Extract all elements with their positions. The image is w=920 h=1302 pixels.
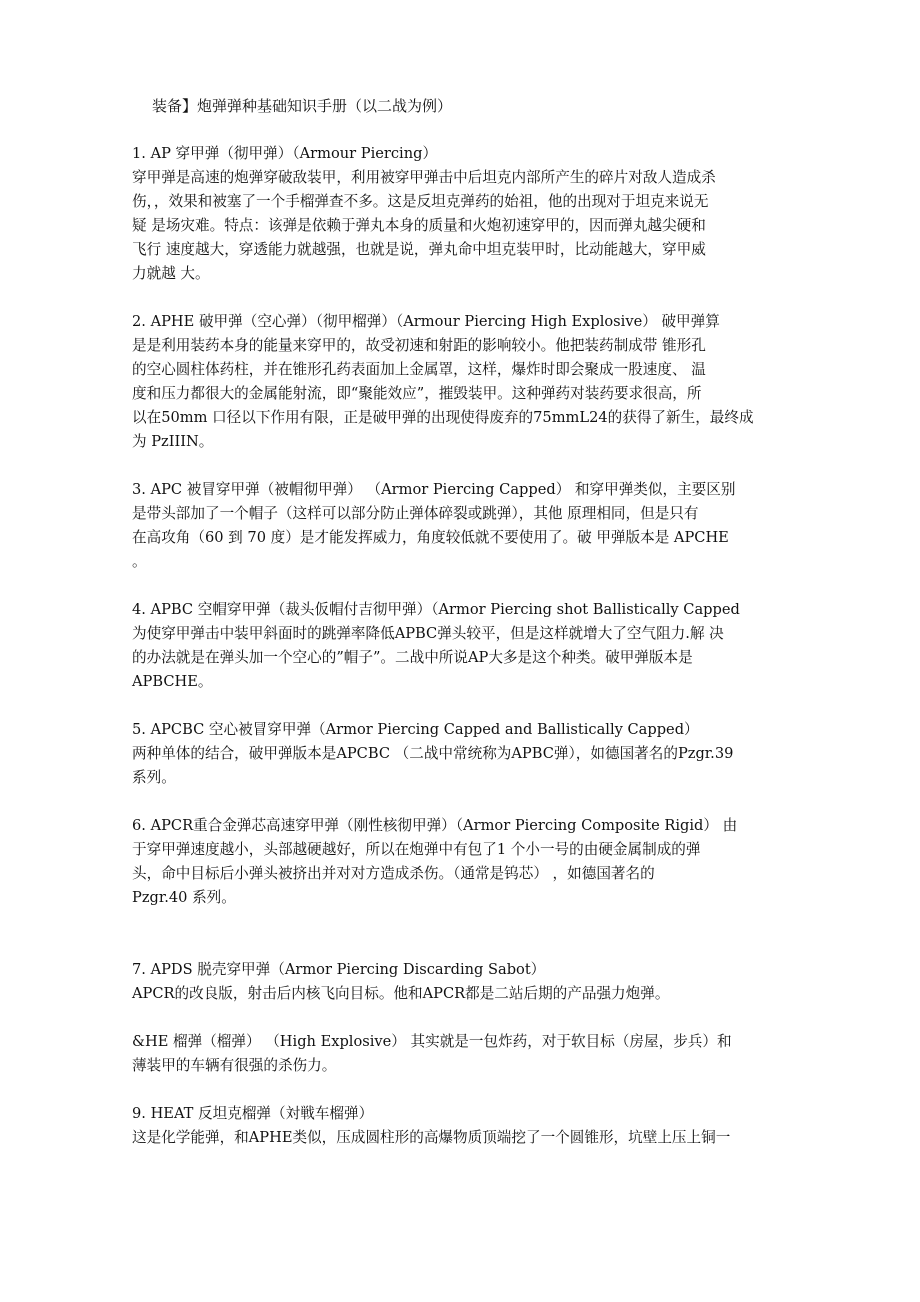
body-line: 以在50mm 口径以下作用有限，正是破甲弹的出现使得废弃的75mmL24的获得了新生，最终成 (132, 409, 754, 426)
body-line: 在高攻角（60 到 70 度）是才能发挥威力，角度较低就不要使用了。破 甲弹版本是 APCHE (132, 529, 729, 546)
section-aphe (132, 310, 796, 454)
section-heading: 5. APCBC 空心被冒穿甲弹（Armor Piercing Capped and Ballistically Capped） (132, 721, 699, 738)
body-line: 伤，，效果和被塞了一个手榴弹查不多。这是反坦克弹药的始祖，他的出现对于坦克来说无 (132, 193, 709, 210)
section-ap (132, 142, 796, 286)
section-heading: 9. HEAT 反坦克榴弹（対戦车榴弹） (132, 1105, 374, 1122)
body-line: 力就越 大。 (132, 265, 210, 282)
section-he (132, 1030, 796, 1078)
body-line: 。 (132, 553, 147, 570)
section-apds (132, 958, 796, 1006)
section-heat (132, 1102, 796, 1150)
body-line: Pzgr.40 系列。 (132, 889, 236, 906)
document-title: 装备】炮弹弹种基础知识手册（以二战为例） (152, 97, 453, 115)
body-line: 穿甲弹是高速的炮弹穿破敌装甲，利用被穿甲弹击中后坦克内部所产生的碎片对敌人造成杀 (132, 169, 716, 186)
section-heading: &HE 榴弹（榴弹） （High Explosive） 其实就是一包炸药，对于软目标（房屋，步兵）和 (132, 1033, 732, 1050)
section-heading: 6. APCR重合金弹芯高速穿甲弹（刚性核彻甲弹）（Armor Piercing Composite Rigid） 由 (132, 817, 738, 834)
body-line: 的办法就是在弹头加一个空心的”帽子”。二战中所说AP大多是这个种类。破甲弹版本是 (132, 649, 693, 666)
body-line: 于穿甲弹速度越小，头部越硬越好，所以在炮弹中有包了1 个小一号的由硬金属制成的弹 (132, 841, 701, 858)
section-apc (132, 478, 796, 574)
section-apcbc (132, 718, 796, 790)
body-line: 的空心圆柱体药柱，并在锥形孔药表面加上金属罩，这样，爆炸时即会聚成一股速度、 温 (132, 361, 706, 378)
body-line: 飞行 速度越大，穿透能力就越强，也就是说，弹丸命中坦克装甲时，比动能越大，穿甲威 (132, 241, 706, 258)
section-heading: 2. APHE 破甲弹（空心弹）（彻甲榴弹）（Armour Piercing High Explosive） 破甲弹算 (132, 313, 720, 330)
body-line: APCR的改良版，射击后内核飞向目标。他和APCR都是二站后期的产品强力炮弹。 (132, 985, 670, 1002)
section-apcr (132, 814, 796, 910)
body-line: 这是化学能弹，和APHE类似，压成圆柱形的高爆物质顶端挖了一个圆锥形，坑壁上压上铜一 (132, 1129, 731, 1146)
section-heading: 3. APC 被冒穿甲弹（被帽彻甲弹） （Armor Piercing Capped） 和穿甲弹类似，主要区别 (132, 481, 736, 498)
body-line: 是是利用装药本身的能量来穿甲的，故受初速和射距的影响较小。他把装药制成带 锥形孔 (132, 337, 706, 354)
section-heading: 7. APDS 脱壳穿甲弹（Armor Piercing Discarding Sabot） (132, 961, 546, 978)
body-line: 为使穿甲弹击中装甲斜面时的跳弹率降低APBC弹头较平，但是这样就增大了空气阻力.解 决 (132, 625, 724, 642)
body-line: APBCHE。 (132, 673, 213, 690)
body-line: 薄装甲的车辆有很强的杀伤力。 (132, 1057, 337, 1074)
body-line: 两种单体的结合，破甲弹版本是APCBC （二战中常统称为APBC弹），如德国著名的Pzgr.39 (132, 745, 734, 762)
section-heading: 4. APBC 空帽穿甲弹（裁头仮帽付吉彻甲弹）（Armor Piercing shot Ballistically Capped (132, 601, 740, 618)
body-line: 度和压力都很大的金属能射流，即“聚能效应”，摧毁装甲。这种弹药对装药要求很高，所 (132, 385, 702, 402)
section-heading: 1. AP 穿甲弹（彻甲弹）（Armour Piercing） (132, 145, 438, 162)
body-line: 是带头部加了一个帽子（这样可以部分防止弹体碎裂或跳弹），其他 原理相同，但是只有 (132, 505, 699, 522)
body-line: 头，命中目标后小弹头被挤出并对对方造成杀伤。（通常是钨芯） ，如德国著名的 (132, 865, 655, 882)
body-line: 为 PzIIIN。 (132, 433, 214, 450)
body-line: 系列。 (132, 769, 176, 786)
section-apbc (132, 598, 796, 694)
body-line: 疑 是场灾难。特点：该弹是依赖于弹丸本身的质量和火炮初速穿甲的，因而弹丸越尖硬和 (132, 217, 706, 234)
